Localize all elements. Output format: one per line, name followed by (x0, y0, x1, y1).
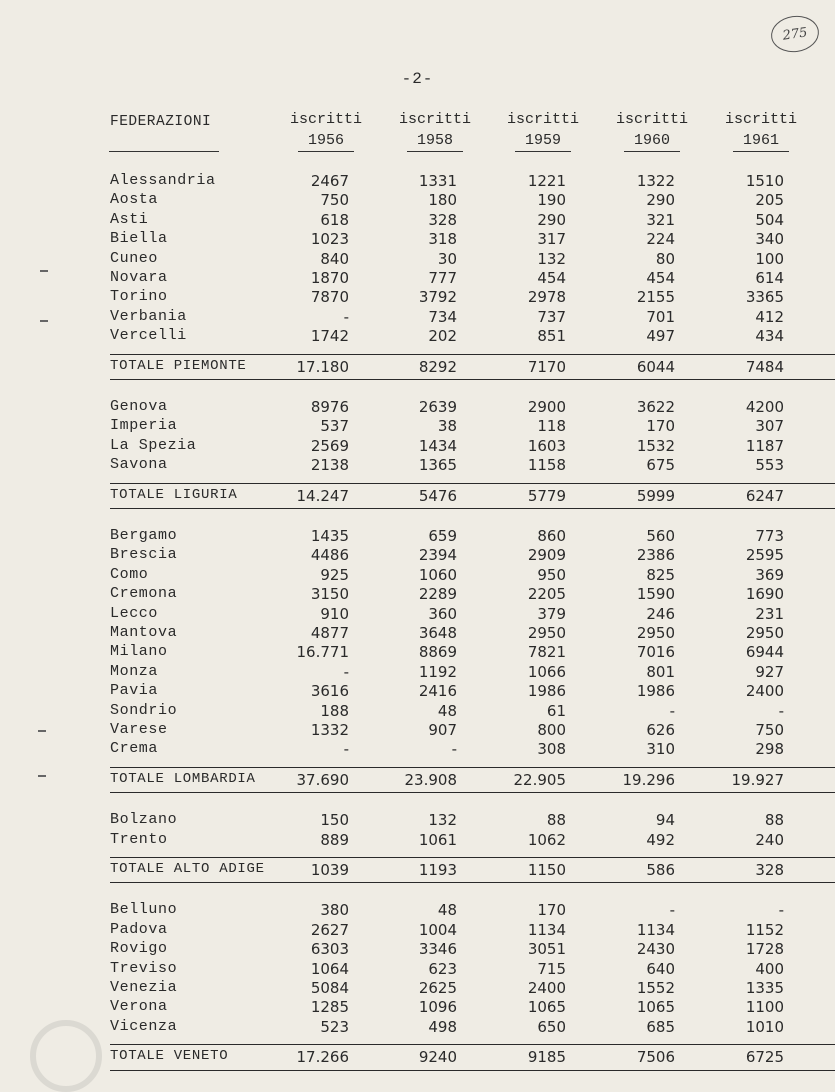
archive-page-mark: 275 (769, 13, 822, 55)
total-value: 5476 (418, 486, 457, 505)
archive-watermark-logo (30, 1020, 102, 1092)
federation-name: Trento (110, 830, 168, 848)
total-label: TOTALE LIGURIA (110, 486, 238, 503)
cell-value: 889 (320, 830, 349, 849)
cell-value: 650 (537, 1017, 566, 1036)
cell-value: 1061 (418, 830, 457, 849)
cell-value: 2394 (418, 546, 457, 565)
total-row (0, 861, 835, 880)
cell-value: 190 (537, 191, 566, 210)
total-row (0, 487, 835, 506)
federation-name: Savona (110, 456, 168, 474)
federation-name: Verona (110, 998, 168, 1016)
cell-value: 801 (646, 662, 675, 681)
total-row (0, 358, 835, 377)
federation-name: Pavia (110, 682, 159, 700)
cell-value: 3365 (745, 288, 784, 307)
cell-value: 94 (655, 811, 675, 830)
cell-value: 737 (537, 307, 566, 326)
table-row (0, 921, 835, 940)
total-value: 586 (646, 861, 675, 879)
table-row (0, 831, 835, 850)
section-divider (110, 767, 835, 768)
total-label: TOTALE LOMBARDIA (110, 770, 256, 787)
federation-name: Torino (110, 288, 168, 306)
total-value: 7170 (527, 357, 566, 376)
cell-value: 308 (537, 740, 566, 759)
total-value: 1150 (527, 861, 566, 879)
margin-mark (40, 320, 48, 322)
cell-value: 30 (437, 249, 457, 268)
cell-value: 16.771 (296, 643, 349, 662)
federation-name: Verbania (110, 307, 187, 325)
total-label: TOTALE VENETO (110, 1048, 229, 1065)
section-divider (110, 882, 835, 883)
total-value: 8292 (418, 357, 457, 376)
section-divider (110, 792, 835, 793)
cell-value: 1335 (745, 979, 784, 997)
table-row (0, 398, 835, 417)
cell-value: 2400 (527, 979, 566, 997)
cell-value: 750 (320, 191, 349, 210)
table-row (0, 230, 835, 249)
cell-value: - (451, 740, 457, 759)
margin-mark (38, 730, 46, 732)
cell-value: - (778, 701, 784, 720)
table-row (0, 211, 835, 230)
cell-value: 560 (646, 527, 675, 545)
cell-value: 150 (320, 811, 349, 830)
table-row (0, 527, 835, 546)
cell-value: 1728 (745, 940, 784, 959)
section-divider (110, 379, 835, 380)
table-row (0, 308, 835, 327)
section-divider (110, 354, 835, 355)
total-value: 9240 (418, 1048, 457, 1067)
section-divider (110, 1070, 835, 1071)
section-divider (110, 1044, 835, 1045)
total-value: 14.247 (296, 486, 349, 505)
total-value: 17.180 (296, 357, 349, 376)
table-row (0, 605, 835, 624)
cell-value: 1742 (310, 327, 349, 346)
federation-name: Mantova (110, 624, 178, 641)
cell-value: 1096 (418, 998, 457, 1017)
cell-value: 1603 (527, 436, 566, 455)
page-number: -2- (401, 70, 434, 88)
section-divider (110, 857, 835, 858)
cell-value: 715 (537, 959, 566, 978)
section-divider (110, 508, 835, 509)
cell-value: 2430 (636, 940, 675, 959)
cell-value: 2627 (310, 920, 349, 939)
cell-value: 2950 (745, 624, 784, 642)
cell-value: - (669, 701, 675, 720)
federation-name: La Spezia (110, 436, 197, 454)
federation-name: Novara (110, 269, 168, 286)
cell-value: 1285 (310, 998, 349, 1017)
cell-value: 2569 (310, 436, 349, 455)
cell-value: 2595 (745, 546, 784, 565)
total-value: 19.927 (731, 770, 784, 789)
header-col-1958: iscritti 1958 (390, 110, 480, 152)
table-row (0, 1018, 835, 1037)
cell-value: 318 (428, 230, 457, 249)
federation-name: Monza (110, 662, 159, 680)
cell-value: 1158 (527, 456, 566, 475)
cell-value: 118 (537, 417, 566, 436)
cell-value: 1152 (745, 920, 784, 939)
table-row (0, 811, 835, 830)
total-label: TOTALE PIEMONTE (110, 357, 247, 374)
cell-value: 1062 (527, 830, 566, 849)
cell-value: 623 (428, 959, 457, 978)
cell-value: 3622 (636, 398, 675, 416)
cell-value: 48 (437, 701, 457, 720)
cell-value: 950 (537, 565, 566, 584)
cell-value: 701 (646, 307, 675, 326)
cell-value: 2467 (310, 172, 349, 190)
federation-name: Padova (110, 920, 168, 938)
table-row (0, 721, 835, 740)
cell-value: 205 (755, 191, 784, 210)
cell-value: 553 (755, 456, 784, 475)
federation-name: Rovigo (110, 940, 168, 958)
total-row (0, 1048, 835, 1067)
cell-value: 6303 (310, 940, 349, 959)
total-value: 5779 (527, 486, 566, 505)
cell-value: 88 (546, 811, 566, 830)
cell-value: 1100 (745, 998, 784, 1017)
table-row (0, 624, 835, 643)
cell-value: 1435 (310, 527, 349, 545)
cell-value: 321 (646, 210, 675, 229)
cell-value: 851 (537, 327, 566, 346)
cell-value: 1331 (418, 172, 457, 190)
federation-name: Cremona (110, 585, 178, 603)
table-row (0, 940, 835, 959)
total-label: TOTALE ALTO ADIGE (110, 861, 265, 877)
federation-name: Imperia (110, 417, 178, 435)
cell-value: 1010 (745, 1017, 784, 1036)
federation-name: Venezia (110, 979, 178, 996)
cell-value: 1023 (310, 230, 349, 249)
cell-value: 290 (646, 191, 675, 210)
total-value: 19.296 (622, 770, 675, 789)
cell-value: 2289 (418, 585, 457, 604)
federation-name: Belluno (110, 901, 178, 919)
cell-value: 180 (428, 191, 457, 210)
table-row (0, 250, 835, 269)
cell-value: 400 (755, 959, 784, 978)
cell-value: 618 (320, 210, 349, 229)
cell-value: 2950 (636, 624, 675, 642)
cell-value: 4486 (310, 546, 349, 565)
cell-value: 7821 (527, 643, 566, 662)
cell-value: 2416 (418, 682, 457, 701)
cell-value: 925 (320, 565, 349, 584)
cell-value: 537 (320, 417, 349, 436)
federation-name: Treviso (110, 959, 178, 977)
table-row (0, 998, 835, 1017)
table-row (0, 901, 835, 920)
cell-value: 3150 (310, 585, 349, 604)
table-row (0, 663, 835, 682)
table-row (0, 456, 835, 475)
cell-value: 2950 (527, 624, 566, 642)
cell-value: 317 (537, 230, 566, 249)
table-row (0, 643, 835, 662)
cell-value: 170 (537, 901, 566, 920)
cell-value: 750 (755, 721, 784, 739)
header-col-1960: iscritti 1960 (607, 110, 697, 152)
cell-value: 307 (755, 417, 784, 436)
cell-value: 860 (537, 527, 566, 545)
total-value: 1039 (310, 861, 349, 879)
cell-value: 2155 (636, 288, 675, 307)
total-value: 7506 (636, 1048, 675, 1067)
cell-value: 614 (755, 269, 784, 287)
cell-value: 640 (646, 959, 675, 978)
cell-value: 328 (428, 210, 457, 229)
cell-value: 5084 (310, 979, 349, 997)
header-underline (109, 151, 219, 152)
cell-value: 298 (755, 740, 784, 759)
cell-value: 800 (537, 721, 566, 739)
cell-value: 1004 (418, 920, 457, 939)
cell-value: 369 (755, 565, 784, 584)
total-value: 9185 (527, 1048, 566, 1067)
cell-value: 1510 (745, 172, 784, 190)
cell-value: 685 (646, 1017, 675, 1036)
section-divider (110, 483, 835, 484)
cell-value: 626 (646, 721, 675, 739)
cell-value: 412 (755, 307, 784, 326)
federation-name: Cuneo (110, 249, 159, 267)
cell-value: 3346 (418, 940, 457, 959)
cell-value: 1870 (310, 269, 349, 287)
total-value: 6247 (745, 486, 784, 505)
cell-value: 1322 (636, 172, 675, 190)
table-header (0, 110, 835, 152)
cell-value: 380 (320, 901, 349, 920)
cell-value: 290 (537, 210, 566, 229)
cell-value: 340 (755, 230, 784, 249)
cell-value: 1332 (310, 721, 349, 739)
federation-name: Vicenza (110, 1017, 178, 1035)
total-value: 23.908 (404, 770, 457, 789)
federation-name: Aosta (110, 191, 159, 209)
federation-name: Alessandria (110, 172, 216, 189)
table-row (0, 191, 835, 210)
cell-value: 1066 (527, 662, 566, 681)
cell-value: 7016 (636, 643, 675, 662)
cell-value: 88 (764, 811, 784, 830)
header-col-1956: iscritti 1956 (281, 110, 371, 152)
cell-value: 2900 (527, 398, 566, 416)
cell-value: 231 (755, 604, 784, 623)
total-value: 22.905 (513, 770, 566, 789)
cell-value: 80 (655, 249, 675, 268)
table-row (0, 269, 835, 288)
table-row (0, 702, 835, 721)
cell-value: 202 (428, 327, 457, 346)
cell-value: 907 (428, 721, 457, 739)
cell-value: 3051 (527, 940, 566, 959)
cell-value: 1134 (636, 920, 675, 939)
cell-value: 132 (428, 811, 457, 830)
federation-name: Crema (110, 740, 159, 758)
cell-value: 492 (646, 830, 675, 849)
table-row (0, 172, 835, 191)
total-row (0, 771, 835, 790)
cell-value: 8976 (310, 398, 349, 416)
header-label-federazioni: FEDERAZIONI (110, 114, 212, 130)
cell-value: 777 (428, 269, 457, 287)
cell-value: 2205 (527, 585, 566, 604)
cell-value: 379 (537, 604, 566, 623)
cell-value: 132 (537, 249, 566, 268)
cell-value: 4200 (745, 398, 784, 416)
cell-value: 1187 (745, 436, 784, 455)
cell-value: 1065 (527, 998, 566, 1017)
cell-value: 825 (646, 565, 675, 584)
cell-value: - (343, 662, 349, 681)
cell-value: 1134 (527, 920, 566, 939)
cell-value: - (343, 740, 349, 759)
cell-value: 734 (428, 307, 457, 326)
federation-name: Bolzano (110, 811, 178, 829)
cell-value: 2138 (310, 456, 349, 475)
total-value: 7484 (745, 357, 784, 376)
cell-value: 454 (646, 269, 675, 287)
cell-value: - (778, 901, 784, 920)
cell-value: 2625 (418, 979, 457, 997)
cell-value: 1532 (636, 436, 675, 455)
cell-value: 1986 (527, 682, 566, 701)
cell-value: 2639 (418, 398, 457, 416)
table-row (0, 437, 835, 456)
cell-value: 38 (437, 417, 457, 436)
header-col-1961: iscritti 1961 (716, 110, 806, 152)
cell-value: 523 (320, 1017, 349, 1036)
cell-value: 2400 (745, 682, 784, 701)
cell-value: 675 (646, 456, 675, 475)
total-value: 37.690 (296, 770, 349, 789)
total-value: 328 (755, 861, 784, 879)
cell-value: 2386 (636, 546, 675, 565)
cell-value: 1590 (636, 585, 675, 604)
cell-value: 1221 (527, 172, 566, 190)
cell-value: 498 (428, 1017, 457, 1036)
cell-value: 434 (755, 327, 784, 346)
federation-name: Varese (110, 721, 168, 738)
cell-value: 659 (428, 527, 457, 545)
cell-value: 840 (320, 249, 349, 268)
cell-value: 927 (755, 662, 784, 681)
cell-value: 497 (646, 327, 675, 346)
table-row (0, 417, 835, 436)
header-col-1959: iscritti 1959 (498, 110, 588, 152)
cell-value: 240 (755, 830, 784, 849)
federation-name: Lecco (110, 604, 159, 622)
federation-name: Genova (110, 398, 168, 415)
cell-value: 504 (755, 210, 784, 229)
cell-value: 1552 (636, 979, 675, 997)
federation-name: Como (110, 565, 149, 583)
cell-value: 310 (646, 740, 675, 759)
cell-value: 1192 (418, 662, 457, 681)
cell-value: 2909 (527, 546, 566, 565)
federation-name: Sondrio (110, 701, 178, 719)
table-row (0, 327, 835, 346)
cell-value: 170 (646, 417, 675, 436)
federation-name: Asti (110, 210, 149, 228)
total-value: 6725 (745, 1048, 784, 1067)
cell-value: 1060 (418, 565, 457, 584)
cell-value: 1064 (310, 959, 349, 978)
federation-name: Vercelli (110, 327, 187, 345)
cell-value: 3616 (310, 682, 349, 701)
cell-value: 360 (428, 604, 457, 623)
cell-value: 1065 (636, 998, 675, 1017)
cell-value: - (669, 901, 675, 920)
federation-name: Biella (110, 230, 168, 248)
federation-name: Brescia (110, 546, 178, 564)
table-row (0, 546, 835, 565)
table-row (0, 288, 835, 307)
table-row (0, 585, 835, 604)
table-row (0, 740, 835, 759)
margin-mark (40, 270, 48, 272)
cell-value: 773 (755, 527, 784, 545)
cell-value: 3792 (418, 288, 457, 307)
cell-value: 1986 (636, 682, 675, 701)
cell-value: 8869 (418, 643, 457, 662)
cell-value: 454 (537, 269, 566, 287)
federation-name: Bergamo (110, 527, 178, 544)
margin-mark (38, 775, 46, 777)
table-row (0, 979, 835, 998)
total-value: 1193 (418, 861, 457, 879)
cell-value: 910 (320, 604, 349, 623)
cell-value: 7870 (310, 288, 349, 307)
table-row (0, 566, 835, 585)
table-row (0, 682, 835, 701)
cell-value: 61 (546, 701, 566, 720)
cell-value: 2978 (527, 288, 566, 307)
cell-value: 6944 (745, 643, 784, 662)
federation-name: Milano (110, 643, 168, 661)
cell-value: 1690 (745, 585, 784, 604)
cell-value: 246 (646, 604, 675, 623)
table-row (0, 960, 835, 979)
cell-value: 100 (755, 249, 784, 268)
total-value: 6044 (636, 357, 675, 376)
cell-value: 48 (437, 901, 457, 920)
cell-value: 224 (646, 230, 675, 249)
total-value: 17.266 (296, 1048, 349, 1067)
cell-value: 188 (320, 701, 349, 720)
cell-value: - (343, 307, 349, 326)
cell-value: 1434 (418, 436, 457, 455)
cell-value: 3648 (418, 624, 457, 642)
cell-value: 1365 (418, 456, 457, 475)
total-value: 5999 (636, 486, 675, 505)
cell-value: 4877 (310, 624, 349, 642)
